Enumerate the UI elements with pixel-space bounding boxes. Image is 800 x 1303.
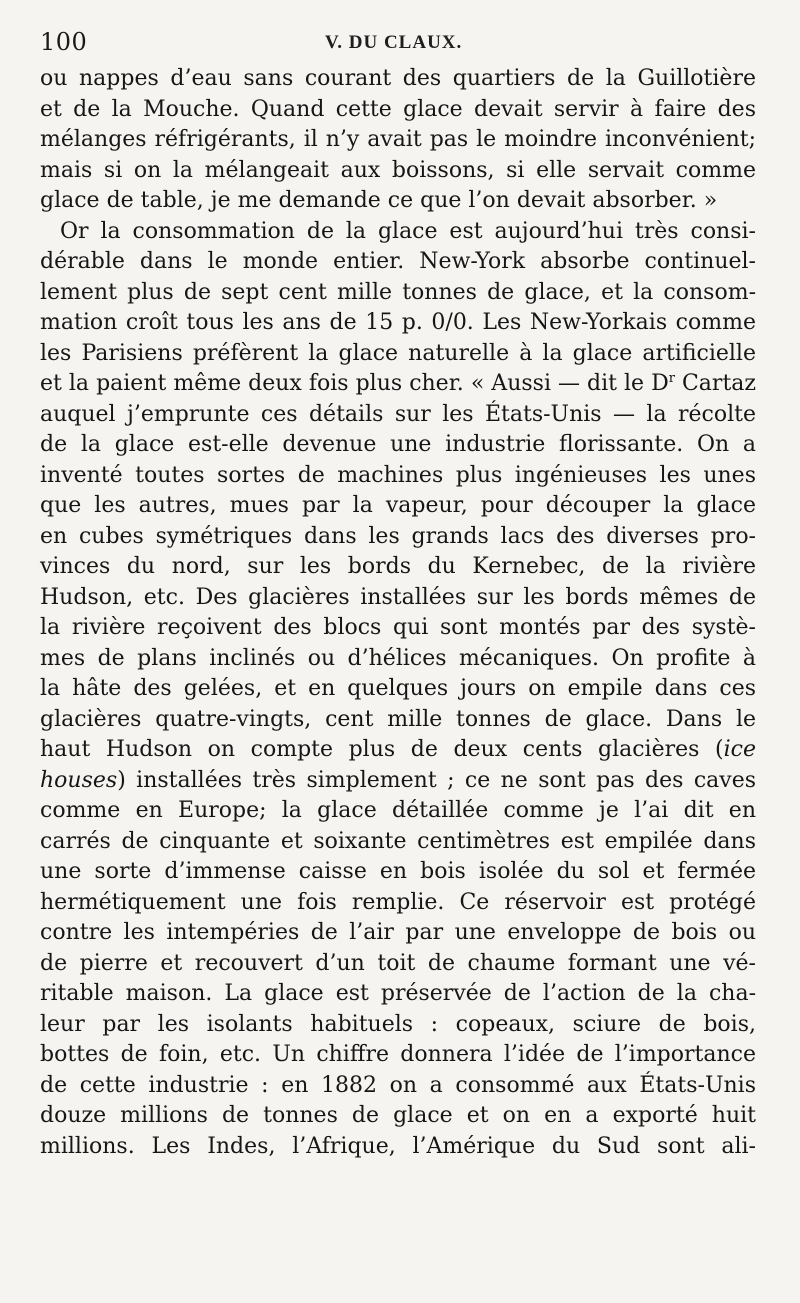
- text-line: bottes de foin, etc. Un chiffre donnera l’idée de l’importance: [40, 1042, 756, 1067]
- text-line: auquel j’emprunte ces détails sur les États-Unis — la récolte: [40, 401, 756, 427]
- text-line: Hudson, etc. Des glacières installées sur les bords mêmes de: [40, 584, 756, 610]
- text-line: hermétiquement une fois remplie. Ce réservoir est protégé: [40, 889, 756, 915]
- text-line: millions. Les Indes, l’Afrique, l’Amérique du Sud sont ali-: [40, 1133, 756, 1159]
- text-line: la rivière reçoivent des blocs qui sont montés par des systè-: [40, 615, 756, 640]
- text-line: mation croît tous les ans de 15 p. 0/0. Les New-Yorkais comme: [40, 310, 756, 335]
- text-line: les Parisiens préfèrent la glace naturelle à la glace artificielle: [40, 340, 756, 366]
- text-line: douze millions de tonnes de glace et on en a exporté huit: [40, 1103, 756, 1128]
- text-line: leur par les isolants habituels : copeaux, sciure de bois,: [40, 1011, 756, 1037]
- text-line: la hâte des gelées, et en quelques jours on empile dans ces: [40, 676, 756, 701]
- text-line: en cubes symétriques dans les grands lacs des diverses pro-: [40, 523, 756, 549]
- italic-term: houses: [40, 767, 118, 793]
- text-line: carrés de cinquante et soixante centimètres est empilée dans: [40, 828, 756, 854]
- page-header: [40, 28, 760, 64]
- text-segment: ) installées très simplement ; ce ne sont pas des caves: [117, 767, 756, 793]
- page-number: 100: [40, 28, 88, 56]
- text-line: ou nappes d’eau sans courant des quartiers de la Guillotière: [40, 66, 756, 91]
- text-line: une sorte d’immense caisse en bois isolée du sol et fermée: [40, 859, 756, 884]
- text-segment: haut Hudson on compte plus de deux cents glacières (: [40, 737, 724, 762]
- text-segment: Cartaz: [674, 371, 756, 396]
- text-line: mais si on la mélangeait aux boissons, si elle servait comme: [40, 157, 756, 183]
- text-line-with-superscript: [40, 369, 756, 400]
- text-line: glace de table, je me demande ce que l’on devait absorber. »: [40, 188, 718, 213]
- text-line: que les autres, mues par la vapeur, pour découper la glace: [40, 493, 756, 518]
- text-line: dérable dans le monde entier. New-York absorbe continuel-: [40, 249, 756, 274]
- text-line-with-italic: [40, 766, 756, 797]
- body-text: [40, 64, 756, 1162]
- text-line: comme en Europe; la glace détaillée comme je l’ai dit en: [40, 798, 756, 823]
- text-line: inventé toutes sortes de machines plus ingénieuses les unes: [40, 462, 756, 488]
- italic-term: ice: [723, 737, 756, 762]
- text-line: glacières quatre-vingts, cent mille tonnes de glace. Dans le: [40, 706, 756, 732]
- text-segment: et la paient même deux fois plus cher. « Aussi — dit le D: [40, 371, 669, 396]
- text-line: de la glace est-elle devenue une industrie florissante. On a: [40, 432, 756, 457]
- text-line: de cette industrie : en 1882 on a consommé aux États-Unis: [40, 1072, 756, 1098]
- text-line: et de la Mouche. Quand cette glace devait servir à faire des: [40, 96, 756, 122]
- text-line: mes de plans inclinés ou d’hélices mécaniques. On profite à: [40, 645, 756, 671]
- text-line: de pierre et recouvert d’un toit de chaume formant une vé-: [40, 950, 756, 976]
- text-line: mélanges réfrigérants, il n’y avait pas le moindre inconvénient;: [40, 127, 756, 152]
- text-line: contre les intempéries de l’air par une enveloppe de bois ou: [40, 920, 756, 945]
- text-line: vinces du nord, sur les bords du Kernebec, de la rivière: [40, 554, 756, 579]
- text-line-with-italic: [40, 735, 756, 766]
- superscript: r: [668, 371, 675, 386]
- text-line: lement plus de sept cent mille tonnes de glace, et la consom-: [40, 279, 756, 305]
- text-line: ritable maison. La glace est préservée de l’action de la cha-: [40, 981, 756, 1006]
- running-head: V. DU CLAUX.: [325, 32, 463, 53]
- paragraph-start: Or la consommation de la glace est aujourd’hui très consi-: [60, 218, 756, 244]
